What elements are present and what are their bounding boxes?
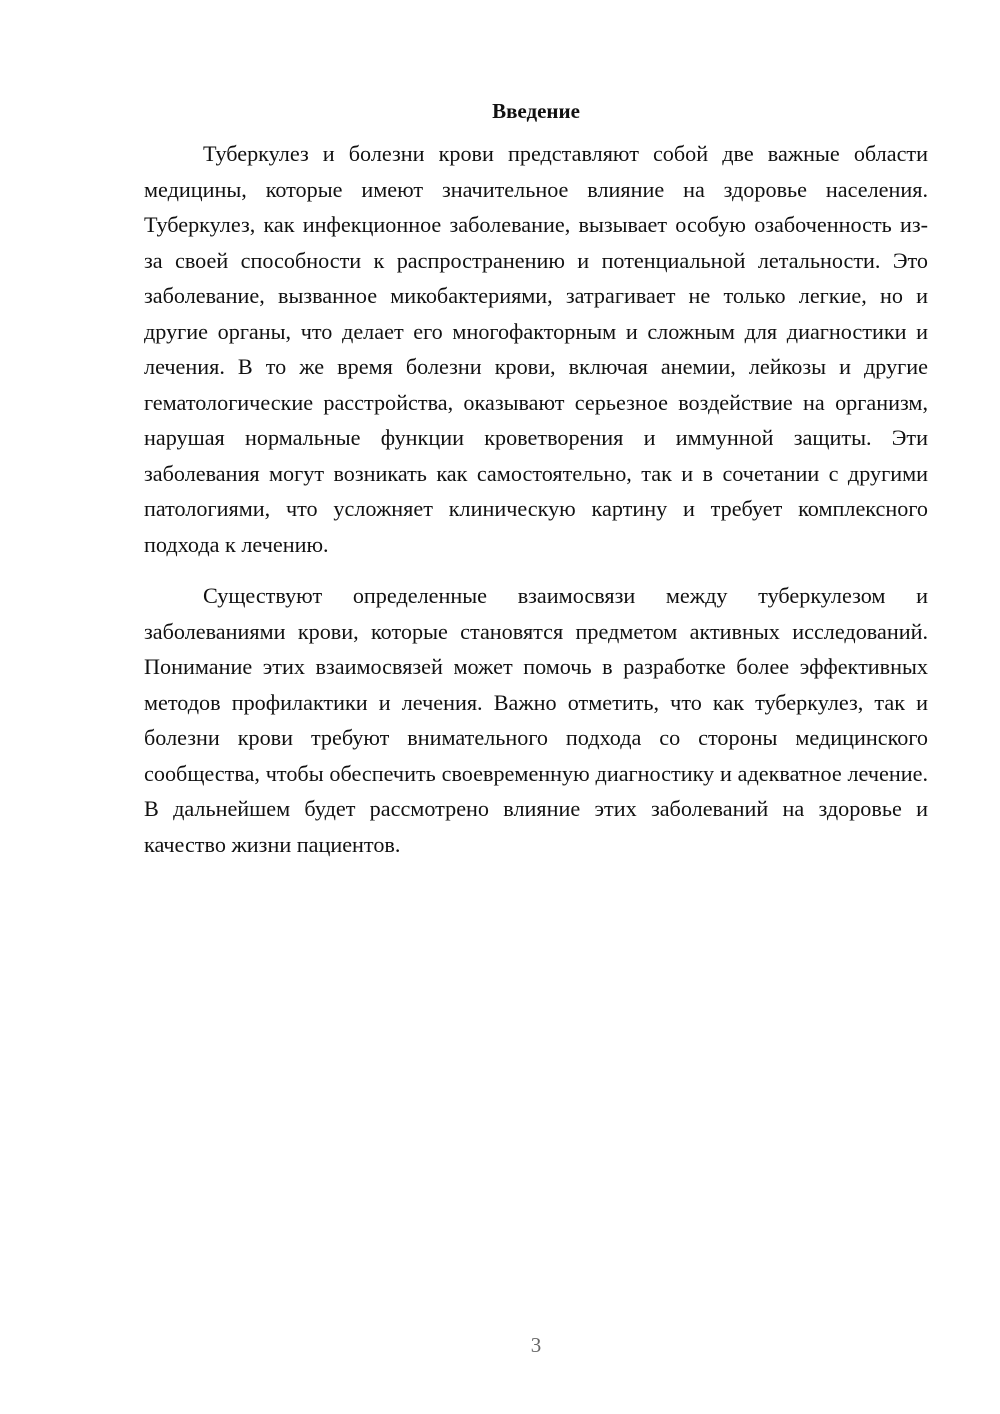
section-heading: Введение (492, 99, 580, 123)
page-content (144, 93, 928, 878)
paragraph-1: Туберкулез и болезни крови представляют собой две важные области медицины, которые имеют значительное влияние на здоровье населения. Туберкулез, как инфекционное заболевание, вызывает особую озабоченность из-за своей способности к распространению и потенциальной летальности. Это заболевание, вызванное микобактериями, затрагивает не только легкие, но и другие органы, что делает его многофакторным и сложным для диагностики и лечения. В то же время болезни крови, включая анемии, лейкозы и другие гематологические расстройства, оказывают серьезное воздействие на организм, нарушая нормальные функции кроветворения и иммунной защиты. Эти заболевания могут возникать как самостоятельно, так и в сочетании с другими патологиями, что усложняет клиническую картину и требует комплексного подхода к лечению. (144, 141, 928, 557)
paragraph-2: Существуют определенные взаимосвязи между туберкулезом и заболеваниями крови, которые становятся предметом активных исследований. Понимание этих взаимосвязей может помочь в разработке более эффективных методов профилактики и лечения. Важно отметить, что как туберкулез, так и болезни крови требуют внимательного подхода со стороны медицинского сообщества, чтобы обеспечить своевременную диагностику и адекватное лечение. В дальнейшем будет рассмотрено влияние этих заболеваний на здоровье и качество жизни пациентов. (144, 583, 928, 857)
page-number: 3 (530, 1333, 542, 1357)
